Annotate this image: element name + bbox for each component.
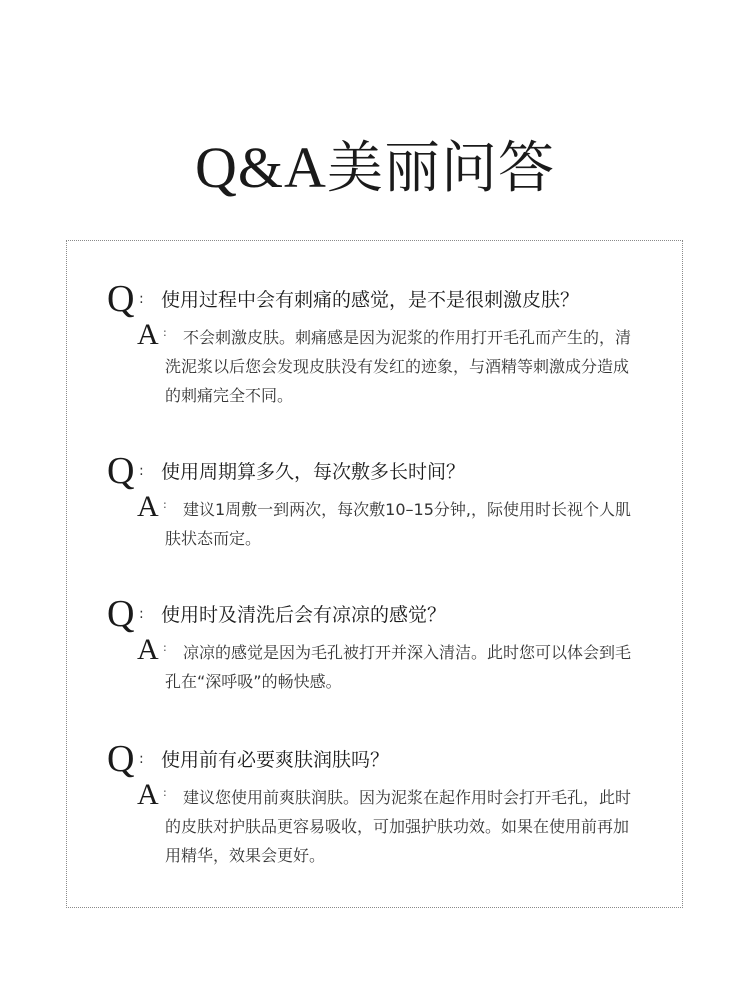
question-row <box>107 593 667 636</box>
question-colon: : <box>139 463 144 479</box>
faq-panel <box>66 240 683 908</box>
answer-marker: A <box>137 778 159 811</box>
answer-colon: : <box>163 641 167 654</box>
title-cjk: 美丽问答 <box>326 136 555 201</box>
answer-text: 不会刺激皮肤。刺痛感是因为泥浆的作用打开毛孔而产生的，清洗泥浆以后您会发现皮肤没有发红的迹象，与酒精等刺激成分造成的刺痛完全不同。 <box>165 328 632 405</box>
question-text: 使用周期算多久，每次敷多长时间？ <box>161 461 466 483</box>
answer-row <box>107 778 667 870</box>
answer-row <box>107 633 667 696</box>
question-row <box>107 738 667 781</box>
question-marker: Q <box>107 593 135 635</box>
question-text: 使用前有必要爽肤润肤吗？ <box>161 749 390 771</box>
answer-row <box>107 490 667 553</box>
answer-text: 凉凉的感觉是因为毛孔被打开并深入清洁。此时您可以体会到毛孔在“深呼吸”的畅快感。 <box>165 643 632 691</box>
faq-item <box>107 593 667 696</box>
question-marker: Q <box>107 278 135 320</box>
question-marker: Q <box>107 738 135 780</box>
answer-colon: : <box>163 498 167 511</box>
question-colon: : <box>139 606 144 622</box>
answer-row <box>107 318 667 410</box>
faq-item <box>107 738 667 870</box>
question-colon: : <box>139 751 144 767</box>
question-text: 使用时及清洗后会有凉凉的感觉？ <box>161 604 447 626</box>
page-title <box>0 128 750 209</box>
question-marker: Q <box>107 450 135 492</box>
faq-item <box>107 450 667 553</box>
answer-colon: : <box>163 326 167 339</box>
answer-marker: A <box>137 633 159 666</box>
answer-marker: A <box>137 490 159 523</box>
question-text: 使用过程中会有刺痛的感觉，是不是很刺激皮肤？ <box>161 289 580 311</box>
question-colon: : <box>139 291 144 307</box>
title-latin: Q&A <box>195 135 327 200</box>
question-row <box>107 450 667 493</box>
answer-text: 建议您使用前爽肤润肤。因为泥浆在起作用时会打开毛孔，此时的皮肤对护肤品更容易吸收，可加强护肤功效。如果在使用前再加用精华，效果会更好。 <box>165 788 632 865</box>
faq-item <box>107 278 667 410</box>
answer-marker: A <box>137 318 159 351</box>
question-row <box>107 278 667 321</box>
answer-colon: : <box>163 786 167 799</box>
answer-text: 建议1周敷一到两次，每次敷10–15分钟,，际使用时长视个人肌肤状态而定。 <box>165 500 631 548</box>
